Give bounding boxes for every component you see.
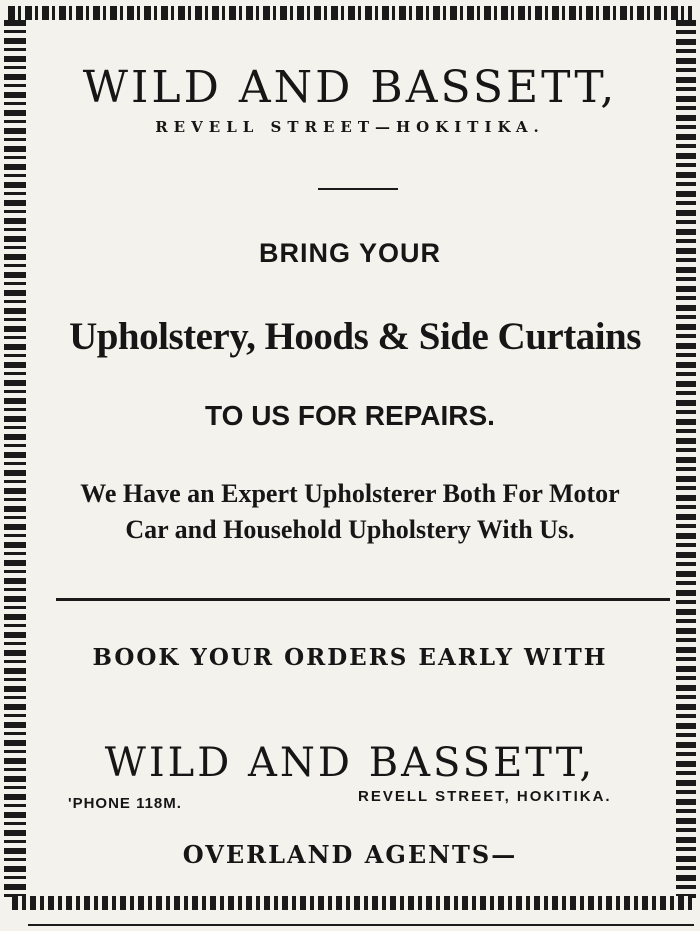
page-rule (28, 924, 694, 926)
book-orders-line: BOOK YOUR ORDERS EARLY WITH (92, 644, 608, 671)
divider-short (318, 188, 398, 190)
address-footer: REVELL STREET, HOKITIKA. (358, 788, 612, 805)
expert-paragraph (40, 476, 660, 548)
expert-line-2: Car and Household Upholstery With Us. (125, 515, 575, 544)
bring-your-line: BRING YOUR (258, 238, 442, 268)
firm-name-footer: WILD AND BASSETT, (104, 740, 596, 786)
address-line: REVELL STREET—HOKITIKA. (155, 118, 545, 136)
expert-line-1: We Have an Expert Upholsterer Both For Motor (80, 479, 620, 508)
agents-line: OVERLAND AGENTS— (182, 840, 518, 869)
phone-number: 'PHONE 118M. (68, 795, 182, 812)
services-headline: Upholstery, Hoods & Side Curtains (69, 315, 641, 358)
divider-long (56, 598, 670, 601)
decorative-border-right (676, 20, 696, 898)
repairs-line: TO US FOR REPAIRS. (205, 400, 495, 431)
decorative-border-top (8, 6, 692, 20)
decorative-border-left (4, 20, 26, 898)
firm-name-heading: WILD AND BASSETT, (82, 62, 618, 113)
decorative-border-bottom (12, 896, 692, 910)
